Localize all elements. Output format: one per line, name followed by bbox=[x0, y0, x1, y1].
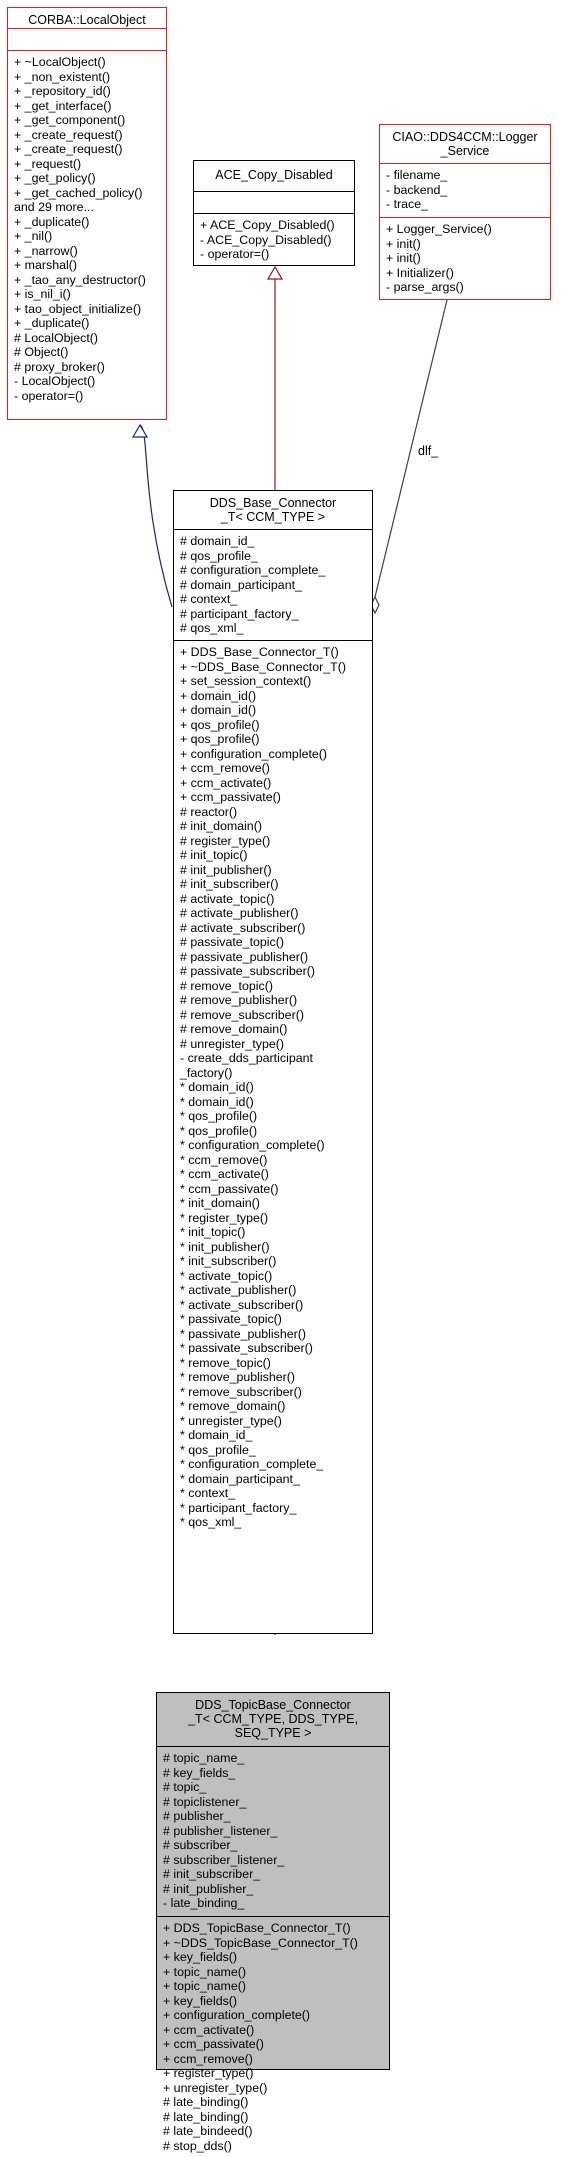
class-member: # topic_name_ bbox=[163, 1751, 245, 1765]
class-member: # remove_topic() bbox=[180, 978, 273, 993]
class-member: * qos_xml_ bbox=[180, 1515, 242, 1529]
class-member: + topic_name() bbox=[163, 1964, 246, 1979]
class-member: + _get_policy() bbox=[14, 171, 96, 185]
class-member: DDS_Base_Connector bbox=[209, 496, 337, 510]
class-member: # remove_publisher() bbox=[180, 993, 298, 1007]
class-member: + ~LocalObject() bbox=[14, 55, 106, 69]
class-member: * init_publisher() bbox=[180, 1239, 270, 1254]
class-member: # activate_subscriber() bbox=[180, 920, 306, 935]
class-member: * qos_profile_ bbox=[180, 1442, 256, 1457]
class-member: * activate_topic() bbox=[180, 1268, 273, 1283]
class-member: _T< CCM_TYPE > bbox=[220, 510, 326, 524]
class-member: # register_type() bbox=[180, 833, 271, 848]
class-member: - backend_ bbox=[386, 182, 448, 197]
class-member: # domain_participant_ bbox=[180, 577, 302, 592]
class-member: # subscriber_ bbox=[163, 1838, 238, 1852]
class-member: # late_binding() bbox=[163, 2109, 249, 2124]
class-title bbox=[157, 1693, 389, 1746]
class-member: # init_subscriber_ bbox=[163, 1867, 261, 1881]
class-member: + _get_component() bbox=[14, 113, 126, 127]
class-member: CORBA::LocalObject bbox=[28, 13, 146, 27]
class-member: + key_fields() bbox=[163, 1950, 238, 1964]
class-member: + configuration_complete() bbox=[163, 2008, 311, 2022]
class-member: # qos_xml_ bbox=[180, 621, 244, 635]
class-member: * domain_id_ bbox=[180, 1428, 253, 1442]
class-member: - operator=() bbox=[14, 388, 84, 403]
class-member: + Initializer() bbox=[386, 265, 454, 280]
class-dds-base-connector[interactable] bbox=[173, 490, 373, 1634]
class-member: + ~DDS_TopicBase_Connector_T() bbox=[163, 1935, 358, 1950]
class-member: # passivate_publisher() bbox=[180, 949, 309, 964]
class-member: + _create_request() bbox=[14, 142, 123, 156]
class-member: + is_nil_i() bbox=[14, 287, 71, 301]
class-member: * init_topic() bbox=[180, 1225, 246, 1239]
class-member: - late_binding_ bbox=[163, 1896, 245, 1910]
class-member: and 29 more... bbox=[14, 200, 94, 214]
class-member: # key_fields_ bbox=[163, 1765, 236, 1780]
class-member: _Service bbox=[440, 144, 490, 158]
class-member: DDS_TopicBase_Connector bbox=[195, 1698, 351, 1712]
class-member: + init() bbox=[386, 236, 421, 251]
class-title bbox=[194, 161, 354, 191]
class-attributes bbox=[157, 1746, 389, 1916]
class-member: # late_bindeed() bbox=[163, 2124, 253, 2138]
class-member: _T< CCM_TYPE, DDS_TYPE, bbox=[188, 1712, 358, 1726]
class-member: + _narrow() bbox=[14, 243, 78, 258]
class-member: * domain_participant_ bbox=[180, 1471, 300, 1486]
class-member: # init_subscriber() bbox=[180, 877, 279, 891]
class-dds-topicbase-connector[interactable] bbox=[156, 1692, 390, 2153]
class-attributes bbox=[8, 28, 166, 50]
class-member: # late_binding() bbox=[163, 2095, 249, 2109]
class-member: - parse_args() bbox=[386, 280, 464, 294]
class-member: CIAO::DDS4CCM::Logger bbox=[392, 130, 538, 144]
class-member: + DDS_TopicBase_Connector_T() bbox=[163, 1921, 351, 1935]
class-ace-copy-disabled[interactable] bbox=[193, 160, 355, 266]
class-member: + init() bbox=[386, 251, 421, 265]
class-member: * register_type() bbox=[180, 1210, 269, 1225]
class-member: SEQ_TYPE > bbox=[234, 1726, 312, 1740]
class-member: # LocalObject() bbox=[14, 330, 99, 345]
class-member: + _create_request() bbox=[14, 127, 123, 142]
class-member: # proxy_broker() bbox=[14, 359, 105, 374]
class-member: + topic_name() bbox=[163, 1979, 246, 1993]
class-member: - filename_ bbox=[386, 168, 448, 182]
class-title bbox=[8, 8, 166, 28]
class-member: * passivate_publisher() bbox=[180, 1326, 307, 1341]
class-member: + domain_id() bbox=[180, 688, 257, 703]
class-member: + domain_id() bbox=[180, 703, 257, 717]
class-member: * participant_factory_ bbox=[180, 1500, 297, 1515]
class-member: * init_domain() bbox=[180, 1196, 260, 1210]
class-member: * remove_domain() bbox=[180, 1399, 286, 1413]
class-member: + _get_cached_policy() bbox=[14, 185, 143, 200]
class-member: + ccm_passivate() bbox=[180, 790, 281, 804]
class-member: # passivate_subscriber() bbox=[180, 964, 315, 978]
class-member: # activate_publisher() bbox=[180, 906, 299, 920]
class-member: + ccm_activate() bbox=[180, 775, 272, 790]
class-member: # context_ bbox=[180, 592, 238, 606]
class-member: * ccm_remove() bbox=[180, 1152, 268, 1167]
class-member: ACE_Copy_Disabled bbox=[215, 168, 333, 182]
class-member: # remove_domain() bbox=[180, 1022, 288, 1036]
class-member: + _get_interface() bbox=[14, 98, 112, 113]
class-operations bbox=[157, 1916, 389, 2157]
class-member: + ccm_passivate() bbox=[163, 2037, 264, 2051]
class-member: + ACE_Copy_Disabled() bbox=[200, 218, 335, 232]
class-logger-service[interactable] bbox=[379, 124, 551, 300]
class-member: # init_publisher() bbox=[180, 862, 272, 877]
class-member: * qos_profile() bbox=[180, 1123, 258, 1138]
aggregation-label: dlf_ bbox=[418, 444, 439, 458]
class-member: # remove_subscriber() bbox=[180, 1007, 304, 1022]
class-member: + _request() bbox=[14, 156, 82, 171]
class-member: + unregister_type() bbox=[163, 2080, 268, 2095]
class-member: # activate_topic() bbox=[180, 891, 275, 906]
class-member: # qos_profile_ bbox=[180, 548, 258, 563]
class-member: # init_publisher_ bbox=[163, 1881, 254, 1896]
class-title bbox=[380, 125, 550, 163]
class-title bbox=[174, 491, 372, 529]
class-attributes bbox=[174, 529, 372, 640]
class-attributes bbox=[194, 191, 354, 213]
class-member: - LocalObject() bbox=[14, 374, 96, 388]
class-member: * context_ bbox=[180, 1486, 236, 1500]
class-member: + ccm_remove() bbox=[163, 2051, 253, 2066]
class-operations bbox=[8, 50, 166, 407]
class-member: * init_subscriber() bbox=[180, 1254, 277, 1268]
class-member: - ACE_Copy_Disabled() bbox=[200, 232, 332, 247]
class-member: - create_dds_participant bbox=[180, 1051, 313, 1065]
class-member: + register_type() bbox=[163, 2066, 254, 2080]
class-member: # configuration_complete_ bbox=[180, 563, 326, 577]
class-member: * remove_publisher() bbox=[180, 1370, 296, 1384]
class-member: + ~DDS_Base_Connector_T() bbox=[180, 659, 346, 674]
class-member: # Object() bbox=[14, 345, 69, 359]
class-member: # publisher_ bbox=[163, 1809, 231, 1823]
class-corba-localobject[interactable] bbox=[7, 7, 167, 420]
class-member: * activate_publisher() bbox=[180, 1283, 297, 1297]
class-member: * qos_profile() bbox=[180, 1109, 258, 1123]
class-member: * domain_id() bbox=[180, 1080, 254, 1094]
class-member: + _duplicate() bbox=[14, 214, 90, 229]
class-operations bbox=[174, 640, 372, 1534]
class-member: + ccm_remove() bbox=[180, 761, 270, 775]
class-member: + DDS_Base_Connector_T() bbox=[180, 645, 339, 659]
class-attributes bbox=[380, 163, 550, 217]
class-member: + qos_profile() bbox=[180, 717, 260, 732]
class-member: # reactor() bbox=[180, 804, 238, 819]
class-member: + tao_object_initialize() bbox=[14, 301, 142, 316]
class-member: + Logger_Service() bbox=[386, 222, 492, 236]
class-member: * passivate_topic() bbox=[180, 1312, 282, 1326]
class-member: + _duplicate() bbox=[14, 316, 90, 330]
class-member: # domain_id_ bbox=[180, 534, 255, 548]
class-member: + qos_profile() bbox=[180, 732, 260, 746]
class-member: + _non_existent() bbox=[14, 69, 111, 84]
class-member: # init_topic() bbox=[180, 848, 248, 862]
class-operations bbox=[380, 217, 550, 299]
class-member: - trace_ bbox=[386, 197, 429, 211]
class-operations bbox=[194, 213, 354, 266]
class-member: * ccm_passivate() bbox=[180, 1181, 279, 1196]
generalization-arrow-ace bbox=[268, 267, 282, 279]
class-member: # participant_factory_ bbox=[180, 606, 299, 621]
class-member: # publisher_listener_ bbox=[163, 1823, 278, 1838]
class-member: * activate_subscriber() bbox=[180, 1297, 304, 1312]
class-member: * remove_subscriber() bbox=[180, 1384, 302, 1399]
class-member: # stop_dds() bbox=[163, 2138, 232, 2153]
class-member: + key_fields() bbox=[163, 1993, 238, 2008]
class-member: * remove_topic() bbox=[180, 1355, 271, 1370]
class-member: _factory() bbox=[180, 1065, 233, 1080]
class-member: # topiclistener_ bbox=[163, 1794, 247, 1809]
edge-corba-to-base bbox=[140, 425, 172, 607]
generalization-arrow-corba bbox=[133, 425, 147, 437]
class-member: # subscriber_listener_ bbox=[163, 1852, 285, 1867]
class-member: # init_domain() bbox=[180, 819, 262, 833]
class-member: * unregister_type() bbox=[180, 1413, 282, 1428]
class-member: * passivate_subscriber() bbox=[180, 1341, 313, 1355]
class-member: # topic_ bbox=[163, 1780, 207, 1794]
class-member: + _repository_id() bbox=[14, 84, 111, 98]
class-member: - operator=() bbox=[200, 247, 270, 261]
class-member: + set_session_context() bbox=[180, 674, 312, 688]
class-member: + marshal() bbox=[14, 258, 77, 272]
class-member: # passivate_topic() bbox=[180, 935, 284, 949]
class-member: * ccm_activate() bbox=[180, 1167, 269, 1181]
class-member: + configuration_complete() bbox=[180, 746, 328, 761]
class-member: * configuration_complete_ bbox=[180, 1457, 324, 1471]
class-member: * domain_id() bbox=[180, 1094, 254, 1109]
class-member: + ccm_activate() bbox=[163, 2022, 255, 2037]
class-member: # unregister_type() bbox=[180, 1036, 284, 1051]
class-member: + _tao_any_destructor() bbox=[14, 272, 146, 287]
class-member: * configuration_complete() bbox=[180, 1138, 325, 1152]
class-member: + _nil() bbox=[14, 229, 53, 243]
